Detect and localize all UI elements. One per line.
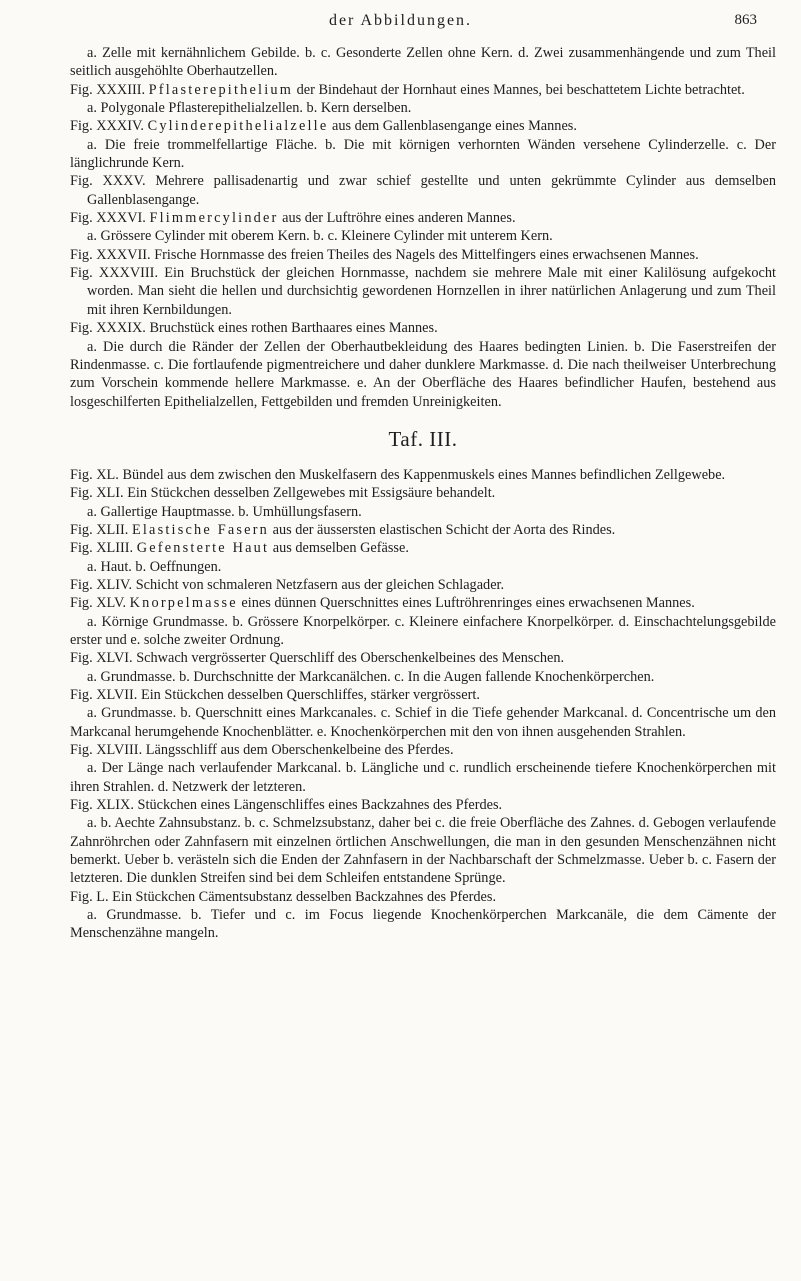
spaced-term: Cylinderepithelialzelle <box>147 118 329 135</box>
legend-text: Bündel aus dem zwischen den Muskelfasern des Kappenmuskels eines Mannes befindlichen Zellgewebe. <box>122 466 726 483</box>
figure-legend-subentry: a. Polygonale Pflasterepithelialzellen. b. Kern derselben. <box>87 100 412 117</box>
figure-legend-entry <box>70 594 776 612</box>
figure-label: Fig. XLII. <box>70 521 129 538</box>
spaced-term: Pflasterepithelium <box>148 81 294 98</box>
figure-legend-entry <box>70 686 776 704</box>
legend-text: der Bindehaut der Hornhaut eines Mannes, bei beschattetem Lichte betrachtet. <box>296 81 745 98</box>
figure-label: Fig. XXXIII. <box>70 81 146 98</box>
figure-legend-subentry: a. Gallertige Hauptmasse. b. Umhüllungsfasern. <box>87 503 362 520</box>
running-head <box>0 10 801 34</box>
legend-text: Längsschliff aus dem Oberschenkelbeine des Pferdes. <box>145 742 454 759</box>
legend-text: Schwach vergrösserter Querschliff des Oberschenkelbeines des Menschen. <box>136 650 565 667</box>
figure-label: Fig. XXXIX. <box>70 320 146 337</box>
legend-text: Ein Stückchen Cämentsubstanz desselben Backzahnes des Pferdes. <box>112 888 497 905</box>
legend-text: aus demselben Gefässe. <box>272 540 409 557</box>
legend-text: Ein Bruchstück der gleichen Hornmasse, nachdem sie mehrere Male mit einer Kalilösung aufgekocht worden. Man sieht die hellen und durchsichtig gewordenen Hornzellen in ihrer natürlichen Anlagerung und zum Theil mit ihren Kernbildungen. <box>87 265 776 318</box>
figure-legend-entry <box>70 246 776 264</box>
figure-legends-section-1 <box>70 44 776 411</box>
legend-text: Stückchen eines Längenschliffes eines Backzahnes des Pferdes. <box>137 797 503 814</box>
figure-label: Fig. XXXVII. <box>70 246 151 263</box>
spaced-term: Flimmercylinder <box>149 210 279 227</box>
figure-legend-subentry: a. Grundmasse. b. Tiefer und c. im Focus liegende Knochenkörperchen Markcanäle, die dem Cämente der Menschenzähne mangeln. <box>70 907 776 942</box>
figure-legend-subentry: a. Körnige Grundmasse. b. Grössere Knorpelkörper. c. Kleinere einfachere Knorpelkörper. d. Einschachtelungsgebilde erster und e. solche zweiter Ordnung. <box>70 613 776 648</box>
legend-text: Bruchstück eines rothen Barthaares eines Mannes. <box>149 320 438 337</box>
legend-text: eines dünnen Querschnittes eines Luftröhrenringes eines erwachsenen Mannes. <box>241 595 695 612</box>
figure-label: Fig. XXXIV. <box>70 118 145 135</box>
figure-label: Fig. XLIII. <box>70 540 134 557</box>
legend-text: Ein Stückchen desselben Querschliffes, stärker vergrössert. <box>140 687 480 703</box>
figure-label: Fig. XLIX. <box>70 797 134 814</box>
figure-label: Fig. XXXVI. <box>70 210 146 227</box>
figure-label: Fig. XLV. <box>70 595 127 612</box>
legend-text: Ein Stückchen desselben Zellgewebes mit Essigsäure behandelt. <box>127 485 496 502</box>
figure-legend-entry <box>70 484 776 502</box>
figure-label: Fig. XLVII. <box>70 687 138 703</box>
figure-legend-entry <box>70 796 776 814</box>
figure-legend-subentry: a. Grundmasse. b. Querschnitt eines Markcanales. c. Schief in die Tiefe gehender Markcanal. d. Concentrische um den Markcanal herumgehende Knochenblätter. e. Knochenkörperchen mit den von ihnen ausgehenden Strahlen. <box>70 705 776 740</box>
figure-label: Fig. XLVI. <box>70 650 133 667</box>
figure-legend-subentry: a. Grundmasse. b. Durchschnitte der Markcanälchen. c. In die Augen fallende Knochenkörperchen. <box>87 668 655 685</box>
figure-legend-entry <box>70 466 776 484</box>
legend-text: Mehrere pallisadenartig und zwar schief gestellte und unten gekrümmte Cylinder aus demselben Gallenblasengange. <box>87 173 776 208</box>
figure-legend-entry <box>70 741 776 759</box>
text-body <box>70 44 776 943</box>
figure-legend-subentry: a. Grössere Cylinder mit oberem Kern. b. c. Kleinere Cylinder mit unterem Kern. <box>87 228 553 245</box>
figure-legend-entry <box>70 521 776 539</box>
figure-label: Fig. XXXV. <box>70 173 146 190</box>
figure-legend-subentry: a. Die durch die Ränder der Zellen der Oberhautbekleidung des Haares bedingten Linien. b. Die Faserstreifen der Rindenmasse. c. Die fortlaufende pigmentreichere und daher dunklere Markmasse. d. Die nach theilweiser Unterbrechung zum Vorschein kommende hellere Markmasse. e. An der Oberfläche des Haares befindlicher Haufen, bestehend aus losgeschilferten Epithelialzellen, Fettgebilden und fremden Unreinigkeiten. <box>70 338 776 410</box>
figure-label: Fig. XL. <box>70 466 119 483</box>
spaced-term: Knorpelmasse <box>129 595 238 612</box>
running-title: der Abbildungen. <box>328 12 473 29</box>
figure-label: Fig. XLI. <box>70 485 124 502</box>
figure-label: Fig. XXXVIII. <box>70 265 159 282</box>
figure-legend-entry <box>70 172 776 209</box>
figure-legend-entry <box>70 576 776 594</box>
legend-text: aus dem Gallenblasengange eines Mannes. <box>331 118 577 135</box>
figure-legend-subentry: a. b. Aechte Zahnsubstanz. b. c. Schmelzsubstanz, daher bei c. die freie Oberfläche des Zahnes. d. Gebogen verlaufende Zahnröhrchen oder Zahnfasern mit einzelnen örtlichen Anschwellungen, die man in den gesunden Menschenzähnen nicht bemerkt. Ueber b. verästeln sich die Enden der Zahnfasern in der Nachbarschaft der Schmelzmasse. Ueber b. c. Fasern der letzteren. Die dunklen Streifen sind bei dem Schleifen entstandene Sprünge. <box>70 815 776 887</box>
figure-legend-entry <box>70 117 776 135</box>
figure-legend-subentry: a. Haut. b. Oeffnungen. <box>87 558 222 575</box>
figure-legend-entry <box>70 264 776 319</box>
figure-label: Fig. XLIV. <box>70 576 133 593</box>
figure-legend-subentry: a. Der Länge nach verlaufender Markcanal. b. Längliche und c. rundlich erscheinende tiefere Knochenkörperchen mit ihren Strahlen. d. Netzwerk der letzteren. <box>70 760 776 795</box>
figure-legend-entry <box>70 209 776 227</box>
figure-label: Fig. L. <box>70 888 109 905</box>
figure-legend-subentry: a. Die freie trommelfellartige Fläche. b. Die mit körnigen verhornten Wänden versehene Cylinderzelle. c. Der länglichrunde Kern. <box>70 136 776 172</box>
figure-legend-entry <box>70 81 776 99</box>
figure-legend-subentry: a. Zelle mit kernähnlichem Gebilde. b. c. Gesonderte Zellen ohne Kern. d. Zwei zusammenhängende und zum Theil seitlich ausgehöhlte Oberhautzellen. <box>70 45 776 80</box>
page-number: 863 <box>734 12 757 28</box>
figure-legend-entry <box>70 649 776 667</box>
figure-legend-entry <box>70 319 776 337</box>
legend-text: aus der äussersten elastischen Schicht der Aorta des Rindes. <box>272 521 616 538</box>
legend-text: Frische Hornmasse des freien Theiles des Nagels des Mittelfingers eines erwachsenen Mannes. <box>154 246 699 263</box>
figure-label: Fig. XLVIII. <box>70 742 143 759</box>
legend-text: Schicht von schmaleren Netzfasern aus der gleichen Schlagader. <box>135 576 505 593</box>
figure-legend-entry <box>70 539 776 557</box>
figure-legends-section-2 <box>70 466 776 943</box>
plate-heading: Taf. III. <box>388 426 458 451</box>
legend-text: aus der Luftröhre eines anderen Mannes. <box>282 210 516 227</box>
figure-legend-entry <box>70 888 776 906</box>
spaced-term: Gefensterte Haut <box>136 540 270 557</box>
spaced-term: Elastische Fasern <box>131 521 270 538</box>
